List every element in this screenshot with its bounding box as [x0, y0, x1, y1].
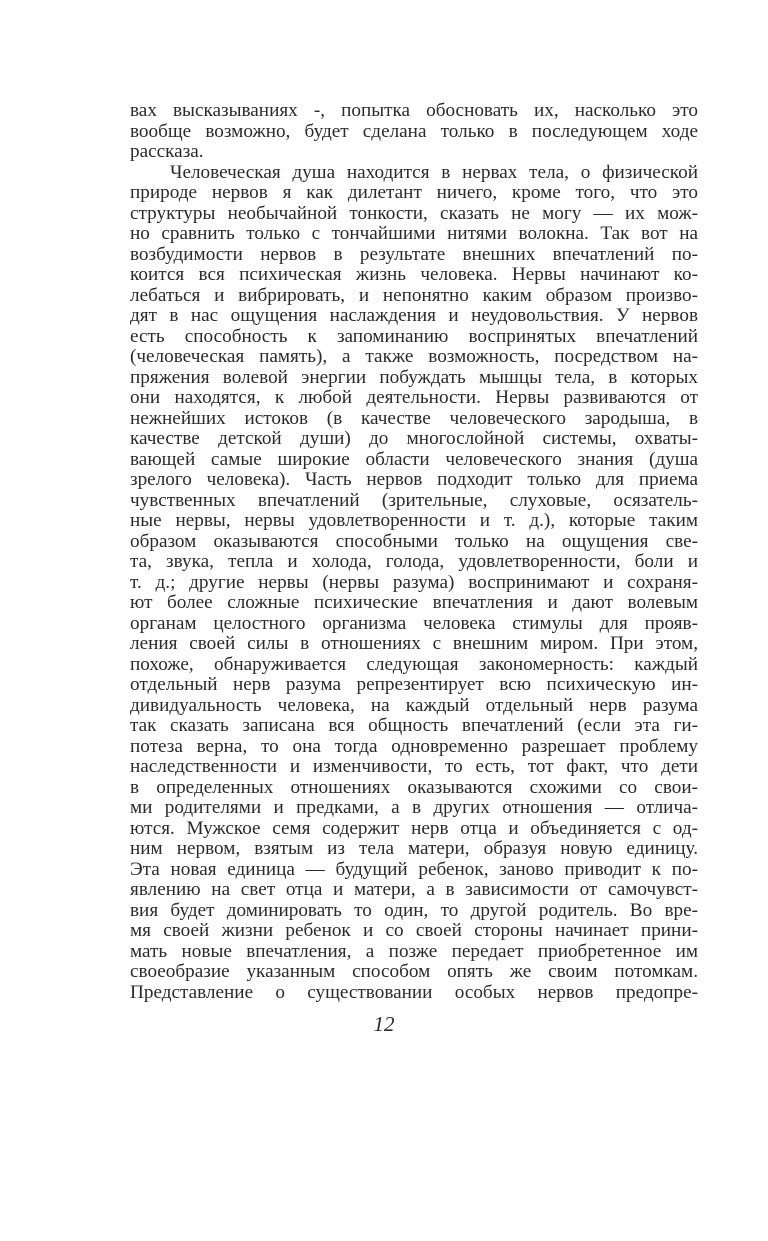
text-line: органам целостного организма человека стимулы для прояв- — [130, 612, 698, 634]
text-line: зрелого человека). Часть нервов подходит только для приема — [130, 469, 698, 490]
text-line: природе нервов я как дилетант ничего, кроме того, что это — [130, 182, 698, 203]
body-text — [130, 101, 698, 1003]
text-line: пряжения волевой энергии побуждать мышцы тела, в которых — [130, 366, 698, 388]
text-line: вах высказываниях -, попытка обосновать их, насколько это — [130, 100, 698, 121]
text-line: лебаться и вибрировать, и непонятно каким образом произво- — [130, 284, 698, 306]
text-line: похоже, обнаруживается следующая закономерность: каждый — [130, 653, 698, 675]
text-line: своеобразие указанным способом опять же своим потомкам. — [130, 961, 698, 982]
text-line: потеза верна, то она тогда одновременно разрешает проблему — [130, 735, 698, 757]
text-line: Представление о существовании особых нервов предопре- — [130, 981, 698, 1003]
text-line: возбудимости нервов в результате внешних впечатлений по- — [130, 243, 698, 265]
text-line: рассказа. — [130, 141, 204, 162]
text-line: Человеческая душа находится в нервах тела, о физической — [170, 161, 698, 183]
text-line: так сказать записана вся общность впечатлений (если эта ги- — [130, 715, 698, 736]
text-line: явлению на свет отца и матери, а в зависимости от самочувст- — [130, 879, 698, 900]
text-line: качестве детской души) до многослойной системы, охваты- — [130, 428, 698, 449]
text-line: коится вся психическая жизнь человека. Нервы начинают ко- — [130, 264, 698, 285]
text-line: мя своей жизни ребенок и со своей стороны начинает прини- — [130, 920, 698, 941]
page-number: 12 — [373, 1012, 395, 1036]
text-line: нежнейших истоков (в качестве человеческого зародыша, в — [130, 407, 698, 429]
text-line: Эта новая единица — будущий ребенок, заново приводит к по- — [130, 858, 698, 880]
text-line: та, звука, тепла и холода, голода, удовлетворенности, боли и — [130, 551, 698, 572]
text-line: ются. Мужское семя содержит нерв отца и объединяется с од- — [130, 817, 698, 839]
text-line: но сравнить только с тончайшими нитями волокна. Так вот на — [130, 223, 698, 244]
text-line: вообще возможно, будет сделана только в последующем ходе — [130, 120, 698, 142]
text-line: вия будет доминировать то один, то другой родитель. Во вре- — [130, 899, 698, 921]
text-line: они находятся, к любой деятельности. Нервы развиваются от — [130, 387, 698, 408]
text-line: наследственности и изменчивости, то есть, тот факт, что дети — [130, 756, 698, 777]
text-line: есть способность к запоминанию воспринятых впечатлений — [130, 325, 698, 347]
text-line: структуры необычайной тонкости, сказать не могу — их мож- — [130, 202, 698, 224]
text-line: дят в нас ощущения наслаждения и неудовольствия. У нервов — [130, 305, 698, 326]
text-line: ют более сложные психические впечатления и дают волевым — [130, 592, 698, 613]
text-line: ные нервы, нервы удовлетворенности и т. д.), которые таким — [130, 510, 698, 531]
text-line: ления своей силы в отношениях с внешним миром. При этом, — [130, 633, 698, 654]
text-line: дивидуальность человека, на каждый отдельный нерв разума — [130, 694, 698, 716]
text-line: ми родителями и предками, а в других отношения — отлича- — [130, 797, 698, 818]
text-line: в определенных отношениях оказываются схожими со свои- — [130, 776, 698, 798]
text-line: (человеческая память), а также возможность, посредством на- — [130, 346, 698, 367]
text-line: вающей самые широкие области человеческого знания (душа — [130, 448, 698, 470]
text-line: образом оказываются способными только на ощущения све- — [130, 530, 698, 552]
text-line: т. д.; другие нервы (нервы разума) воспринимают и сохраня- — [130, 571, 698, 593]
text-line: чувственных впечатлений (зрительные, слуховые, осязатель- — [130, 489, 698, 511]
text-line: отдельный нерв разума репрезентирует всю психическую ин- — [130, 674, 698, 695]
text-line: ним нервом, взятым из тела матери, образуя новую единицу. — [130, 838, 698, 859]
text-line: мать новые впечатления, а позже передает приобретенное им — [130, 940, 698, 962]
